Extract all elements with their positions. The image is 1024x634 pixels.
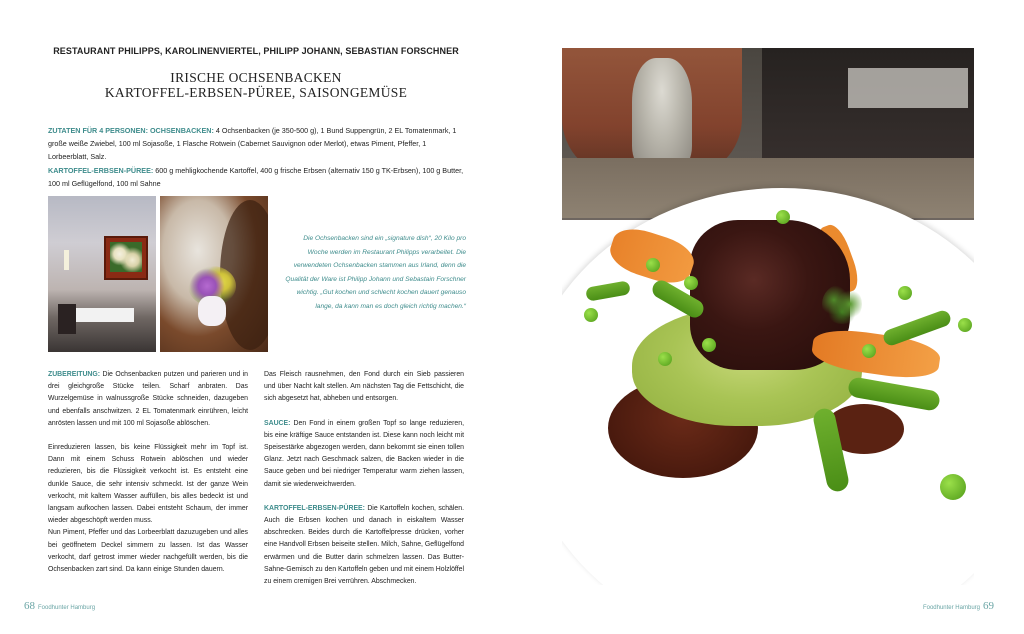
vase: [198, 296, 226, 326]
pea: [646, 258, 660, 272]
restaurant-interior-photo: [48, 196, 156, 352]
ingredients-sub-pueree: KARTOFFEL-ERBSEN-PÜREE:: [48, 165, 154, 175]
pull-quote: Die Ochsenbacken sind ein „signature dish“, 20 Kilo pro Woche werden im Restaurant Philipps verarbeitet. Die verwendeten Ochsenbacken stammen aus Irland, denn die Qualität der Ware ist Philipp Johann und Sebastain Forschner wichtig. „Gut kochen und schlecht kochen dauert genauso lange, da kann man es doch gleich richtig machen.“: [285, 235, 466, 310]
pea: [684, 276, 698, 290]
ingredients-text-ochsenbacken: 4 Ochsenbacken (je 350-500 g), 1 Bund Suppengrün, 2 EL Tomatenmark, 1 große weiße Zwiebel, 100 ml Sojasoße, 1 Flasche Rotwein (Cabernet Sauvignon oder Merlot), etwas Piment, Pfeffer, 1 Lorbeerblatt, Salz.: [48, 126, 457, 162]
recipe-title: [48, 70, 464, 100]
pea: [658, 352, 672, 366]
publication-name-right: Foodhunter Hamburg: [922, 605, 980, 611]
text-column-2: [264, 369, 464, 600]
paragraph-simmern: Nun Piment, Pfeffer und das Lorbeerblatt dazuzugeben und alles bei geöffnetem Deckel simmern zu lassen. Ist das Wasser verkocht, darf getrost immer wieder nachgefüllt werden, bis die Ochsenbacken zart sind. Da kann einige Stunden dauern.: [48, 529, 248, 574]
recipe-title-line-1: IRISCHE OCHSENBACKEN: [170, 70, 342, 85]
background-statue: [632, 58, 692, 168]
pea: [862, 344, 876, 358]
ingredients-text-pueree: 600 g mehligkochende Kartoffel, 400 g frische Erbsen (alternativ 150 g TK-Erbsen), 100 g Butter, 100 ml Geflügelfond, 100 ml Sahne: [48, 165, 464, 188]
page-number-right: 69: [983, 600, 994, 612]
pea: [898, 286, 912, 300]
pea: [584, 308, 598, 322]
restaurant-kicker: RESTAURANT PHILIPPS, KAROLINENVIERTEL, PHILIPP JOHANN, SEBASTIAN FORSCHNER: [53, 46, 459, 56]
text-column-1: [48, 369, 248, 588]
ingredients-block: [48, 124, 468, 190]
dining-table: [76, 308, 134, 322]
pueree-heading: KARTOFFEL-ERBSEN-PÜREE:: [264, 504, 365, 512]
zubereitung-heading: ZUBEREITUNG:: [48, 371, 101, 378]
zubereitung-text: Die Ochsenbacken putzen und parieren und in drei gleichgroße Stücke teilen. Scharf anbraten. Das Wurzelgemüse in walnussgroße Stücke schneiden, dazugeben und ebenfalls anschwitzen. 2 EL Tomatenmark einrühren, leicht anrösten lassen und mit 100 ml Sojasoße ablöschen.: [48, 371, 249, 427]
background-window: [848, 68, 968, 108]
page-number-left: 68: [24, 600, 35, 612]
publication-name-left: Foodhunter Hamburg: [38, 605, 96, 611]
pea: [958, 318, 972, 332]
sauce-text: Den Fond in einem großen Topf so lange reduzieren, bis eine kräftige Sauce entstanden ist. Diese kann noch leicht mit Speisestärke abgezogen werden, dann bekommt sie einen tollen Glanz. Jetzt nach Geschmack salzen, die Backen wieder in die Sauce geben und bei niedriger Temperatur warm ziehen lassen, damit sie wiederweichwerden.: [264, 419, 464, 488]
pueree-text: Die Kartoffeln kochen, schälen. Auch die Erbsen kochen und danach in eiskaltem Wasser abschrecken. Beides durch die Kartoffelpresse drücken, vorher eine Handvoll Erbsen beiseite stellen. Milch, Sahne, Geflügelfond erwärmen und die Butter darin schmelzen lassen. Das Butter-Sahne-Gemisch zu den Kartoffeln geben und mit einem Holzlöffel zu einem cremigen Brei verrühren. Abschmecken.: [264, 504, 464, 586]
sauce-heading: SAUCE:: [264, 419, 291, 427]
paragraph-pueree: [264, 503, 464, 588]
ingredients-heading: ZUTATEN FÜR 4 PERSONEN:: [48, 126, 148, 135]
painting-flowers: [110, 242, 142, 272]
right-page: [512, 0, 1024, 634]
paragraph-zubereitung: [48, 369, 248, 430]
pea: [776, 210, 790, 224]
recipe-title-line-2: KARTOFFEL-ERBSEN-PÜREE, SAISONGEMÜSE: [104, 85, 408, 100]
paragraph-reduzieren: Einreduzieren lassen, bis keine Flüssigkeit mehr im Topf ist. Dann mit einem Schuss Rotwein ablöschen und wieder reduzieren, bis die Flüssigkeit verkocht ist. Es entsteht eine dunkle Sauce, die sehr intensiv schmeckt. Ist der ganze Wein verkocht, mit kaltem Wasser auffüllen, bis alles bedeckt ist und langsam aufkochen lassen. Dabei entsteht Schaum, der immer wieder abgeschöpft werden muss.: [48, 444, 248, 525]
dish-photo: [562, 48, 974, 585]
flower-vase-photo: [160, 196, 268, 352]
folio-right: [923, 600, 994, 612]
pea: [702, 338, 716, 352]
parsley-garnish: [822, 284, 862, 324]
pea: [940, 474, 966, 500]
ingredients-sub-ochsenbacken: OCHSENBACKEN:: [149, 126, 214, 135]
chair: [58, 304, 76, 334]
folio-left: [24, 600, 95, 612]
paragraph-fleisch: Das Fleisch rausnehmen, den Fond durch ein Sieb passieren und über Nacht kalt stellen. Am nächsten Tag die Fettschicht, die sich abgesetzt hat, abheben und entsorgen.: [264, 371, 464, 403]
paragraph-sauce: [264, 418, 464, 491]
wall-lamp: [64, 250, 69, 270]
